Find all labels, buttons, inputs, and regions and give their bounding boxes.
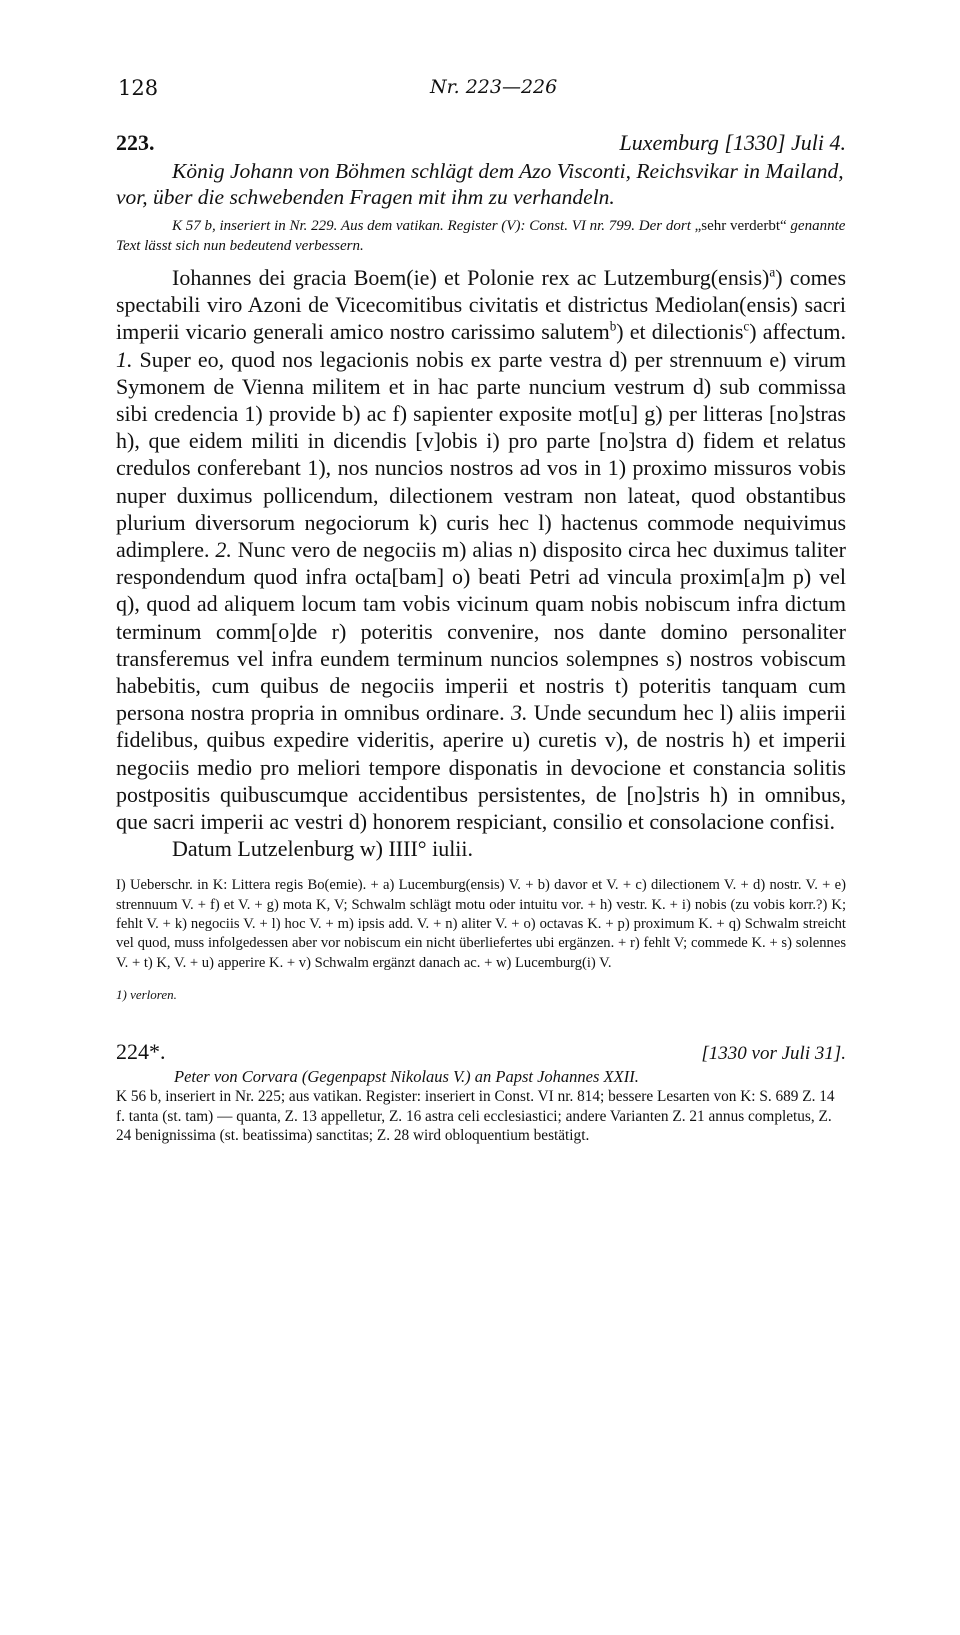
running-head: Nr. 223—226 bbox=[430, 76, 558, 98]
entry-224-heading bbox=[116, 1039, 846, 1067]
page-header bbox=[0, 76, 960, 106]
charter-inscriptio: ) comes spectabili viro Azoni de Vicecomitibus civitatis et districtus Mediolan(ensis) sacri imperii vicario generali amico nostro carissimo salutem bbox=[116, 265, 847, 345]
footnote-text: 1) verloren. bbox=[116, 987, 177, 1003]
critical-apparatus: I) Ueberschr. in K: Littera regis Bo(emie). + a) Lucemburg(ensis) V. + b) davor et V. + c) dilectionem V. + d) nostr. V. + e) strennuum V. + f) et V. + g) mota K, V; Schwalm schlägt motu oder intuitu vor. + h) vestr. K. + i) nobis (zu vobis korr.?) K; fehlt V. + k) negociis V. + l) hoc V. + m) ipsis add. V. + n) aliter V. + o) octavas K. + p) proximum K. + q) Schwalm streicht vel quod, muss infolgedessen aber vor nobiscum ein nicht überliefertes ubi ergänzen. + r) fehlt V; commede K. + s) solennes V. + t) K, V. + u) apperire K. + v) Schwalm ergänzt danach ac. + w) Lucemburg(i) V. bbox=[116, 877, 846, 971]
entry-number: 224*. bbox=[116, 1039, 166, 1065]
section-number: 1. bbox=[116, 346, 133, 372]
charter-salutatio: ) et dilectionis bbox=[616, 319, 744, 345]
section-number: 2. bbox=[209, 537, 232, 563]
footnote bbox=[116, 987, 846, 1003]
charter-text bbox=[116, 264, 846, 862]
section-1-text: Super eo, quod nos legacionis nobis ex parte vestra d) per strennuum e) virum Symonem de Vienna militem et in hac parte nuncium vestrum d) sub commissa sibi credencia 1) provide b) ac f) sapienter exposite mot[u] g) per litteras [no]stras h), que eidem militi in dicendis [v]obis i) pro parte [no]stra d) fidem et relatus credulos conferebant 1), nos nuncios nostros ad vos in 1) proximo missuros vobis nuper duximus pollicendum, dilectionem vestram non lateat, quod obstantibus plurium diversorum negociorum k) curis hec l) hactenus commode nequivimus adimplere. bbox=[116, 346, 846, 563]
source-note-quote: „sehr verderbt“ bbox=[690, 218, 791, 234]
section-number: 3. bbox=[504, 700, 528, 726]
charter-salutatio-end: ) affectum. bbox=[749, 319, 846, 345]
footnote-ref: c bbox=[743, 319, 750, 335]
source-note: K 56 b, inseriert in Nr. 225; aus vatikan. Register: inseriert in Const. VI nr. 814; bessere Lesarten von K: S. 689 Z. 14 f. tanta (st. tam) — quanta, Z. 13 appelletur, Z. 16 astra celi ecclesiastici; andere Varianten Z. 21 annus completus, Z. 24 benignissima (st. beatissima) sanctitas; Z. 28 wird obloquentium bestätigt. bbox=[116, 1088, 835, 1145]
entry-223-heading bbox=[116, 130, 846, 158]
footnote-ref: b bbox=[609, 319, 617, 335]
entry-number: 223. bbox=[116, 130, 155, 155]
source-note-part2: genannte Text lässt sich nun bedeutend verbessern. bbox=[116, 218, 846, 254]
section-3-text: Unde secundum hec l) aliis imperii fidelibus, quibus expedire videritis, aperire u) curetis v), de nostris h) et imperii negociis medio pro meliori tempore disponatis in devocione et constancia solitis postpositis quibuscumque accidentibus persistentes, de [no]stris h) in omnibus, que sacri imperii ac vestri d) honorem respiciant, consilio et consolacione confisi. bbox=[116, 700, 847, 835]
charter-intitulatio: Iohannes dei gracia Boem(ie) et Polonie rex ac Lutzemburg(ensis) bbox=[172, 265, 770, 290]
section-2-text: Nunc vero de negociis m) alias n) disposito circa hec duximus taliter respondendum quod infra octa[bam] o) beati Petri ad vincula proxim[a]m p) vel q), quod ad aliquem locum tam vobis vicinum quam nobis nobiscum infra dictum terminum comm[o]de r) poteritis convenire, nos dante domino personaliter transferemus vel infra eundem terminum nuncios solempnes s) nostros vobiscum habebitis, cum quibus de negociis imperii et nostris t) poteritis tanquam cum persona nostra propria in omnibus ordinare. bbox=[116, 537, 847, 726]
source-note-part1: K 57 b, inseriert in Nr. 229. Aus dem vatikan. Register (V): Const. VI nr. 799. Der dort bbox=[172, 218, 691, 234]
body-column bbox=[116, 130, 846, 1146]
entry-regest: Peter von Corvara (Gegenpapst Nikolaus V.) an Papst Johannes XXII. bbox=[174, 1067, 639, 1087]
source-note bbox=[116, 216, 846, 256]
charter-paragraph bbox=[116, 264, 846, 835]
charter-datum: Datum Lutzelenburg w) IIII° iulii. bbox=[172, 836, 474, 862]
entry-date: [1330 vor Juli 31]. bbox=[701, 1043, 846, 1065]
entry-regest: König Johann von Böhmen schlägt dem Azo Visconti, Reichsvikar in Mailand, vor, über die schwebenden Fragen mit ihm zu verhandeln. bbox=[116, 159, 844, 209]
footnote-ref: a bbox=[769, 264, 776, 280]
entry-date: Luxemburg [1330] Juli 4. bbox=[619, 130, 846, 155]
page-number: 128 bbox=[118, 76, 159, 100]
